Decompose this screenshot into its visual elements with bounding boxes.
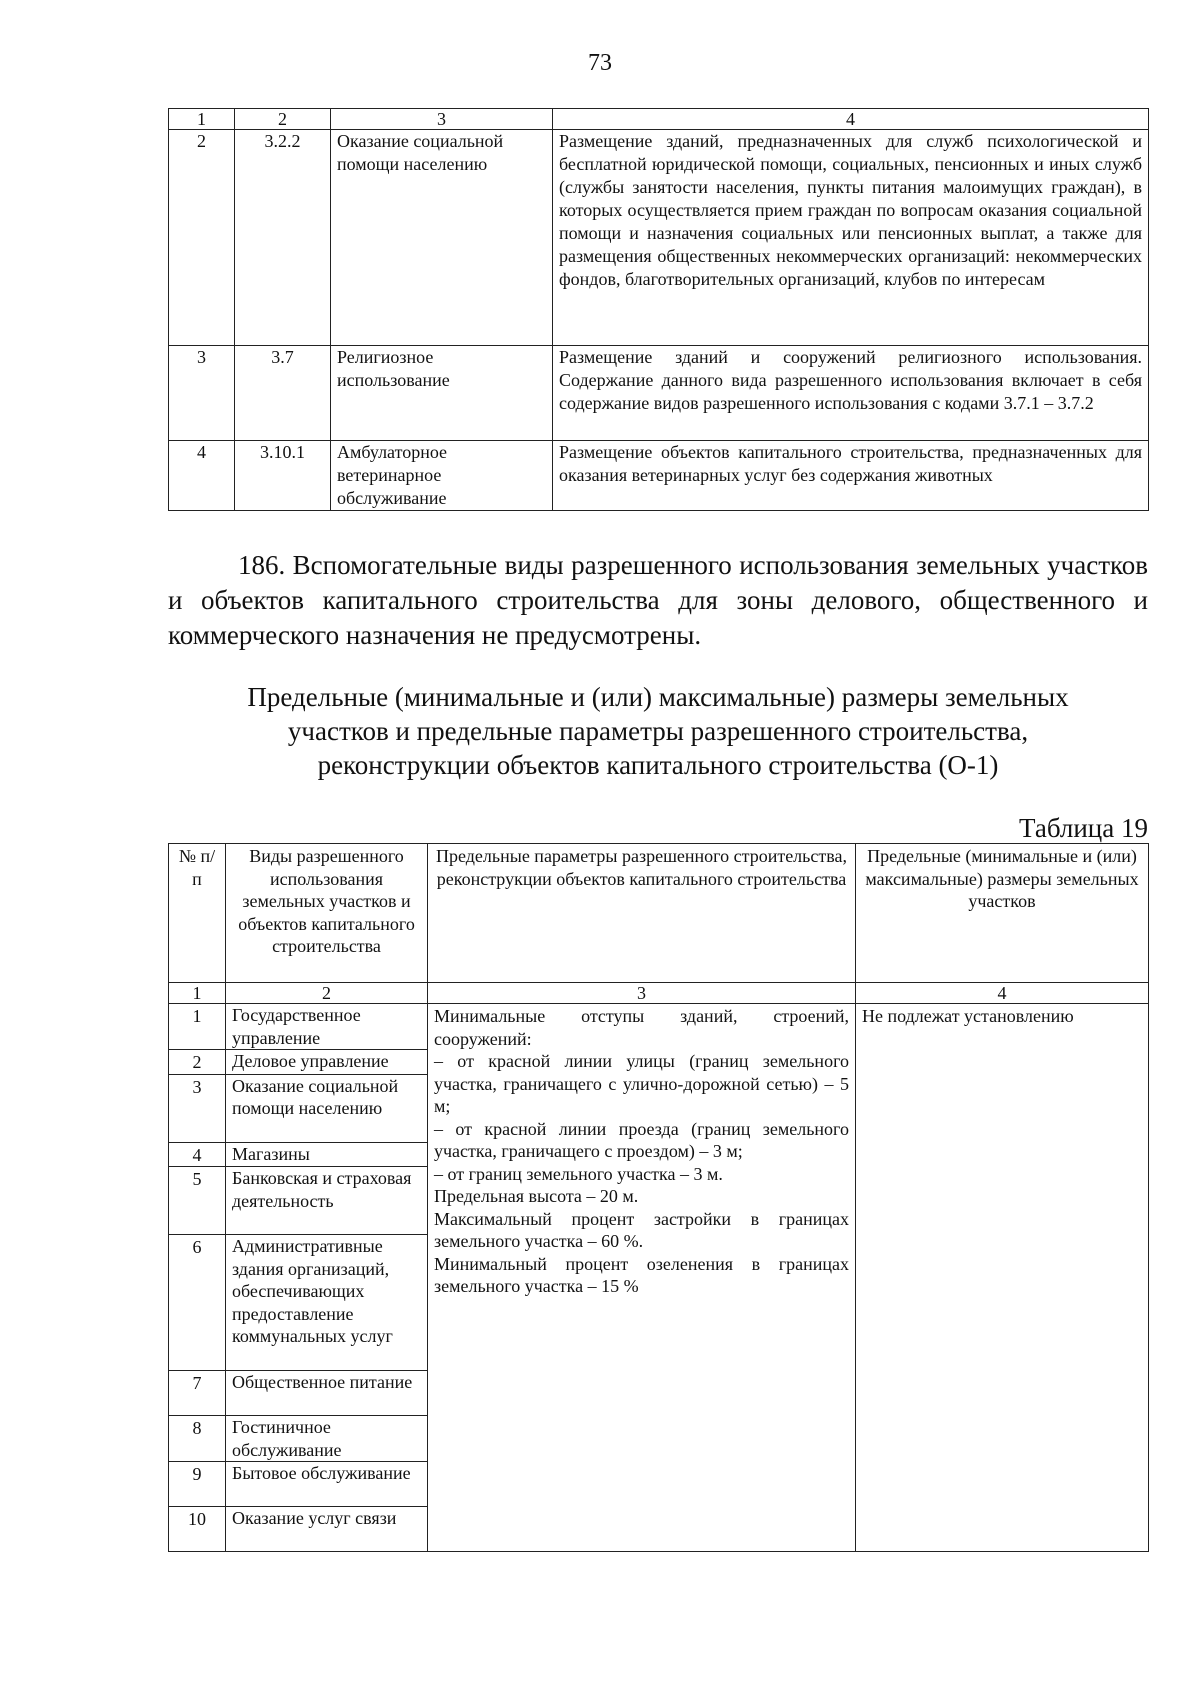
header-land-sizes: Предельные (минимальные и (или) максимальные) размеры земельных участков bbox=[856, 844, 1149, 983]
params-line: Максимальный процент застройки в границах земельного участка – 60 %. bbox=[434, 1208, 849, 1251]
building-params-cell bbox=[428, 1004, 856, 1552]
section-title-line: участков и предельные параметры разрешенного строительства, bbox=[287, 716, 1029, 746]
land-size-cell: Не подлежат установлению bbox=[856, 1004, 1149, 1552]
page-number: 73 bbox=[588, 50, 612, 76]
header-building-params: Предельные параметры разрешенного строительства, реконструкции объектов капитального строительства bbox=[428, 844, 856, 983]
row-number: 10 bbox=[169, 1507, 226, 1552]
use-name: Магазины bbox=[226, 1142, 428, 1167]
params-line: Предельная высота – 20 м. bbox=[434, 1186, 639, 1206]
use-name: Банковская и страховая деятельность bbox=[226, 1167, 428, 1235]
use-name: Амбулаторное ветеринарное обслуживание bbox=[331, 441, 553, 511]
row-number: 7 bbox=[169, 1371, 226, 1416]
column-number: 3 bbox=[331, 109, 553, 130]
params-line: – от красной линии улицы (границ земельного участка, граничащего с улично-дорожной сетью) – 5 м; bbox=[434, 1051, 849, 1116]
column-number: 4 bbox=[856, 983, 1149, 1004]
use-name: Религиозное использование bbox=[331, 346, 553, 441]
row-number: 8 bbox=[169, 1416, 226, 1462]
row-number: 5 bbox=[169, 1167, 226, 1235]
row-number: 4 bbox=[169, 1142, 226, 1167]
row-number: 3 bbox=[169, 1074, 226, 1142]
use-name: Деловое управление bbox=[226, 1050, 428, 1075]
column-number: 2 bbox=[226, 983, 428, 1004]
row-number: 3 bbox=[169, 346, 235, 441]
use-description: Размещение зданий и сооружений религиозного использования. Содержание данного вида разрешенного использования включает в себя содержание видов разрешенного использования с кодами 3.7.1 – 3.7.2 bbox=[553, 346, 1149, 441]
params-line: – от красной линии проезда (границ земельного участка, граничащего с проездом) – 3 м; bbox=[434, 1118, 849, 1161]
use-description: Размещение зданий, предназначенных для служб психологической и бесплатной юридической помощи, социальных, пенсионных и иных служб (службы занятости населения, пункты питания малоимущих граждан), в которых осуществляется прием граждан по вопросам оказания социальной помощи и назначения социальных или пенсионных выплат, а также для размещения общественных некоммерческих организаций: некоммерческих фондов, благотворительных организаций, клубов по интересам bbox=[553, 130, 1149, 346]
section-title bbox=[168, 680, 1148, 782]
uses-table-continued bbox=[168, 108, 1149, 511]
section-title-line: Предельные (минимальные и (или) максимальные) размеры земельных bbox=[247, 682, 1069, 712]
use-name: Оказание социальной помощи населению bbox=[331, 130, 553, 346]
table-column-numbers bbox=[169, 983, 1149, 1004]
row-number: 2 bbox=[169, 1050, 226, 1075]
table-row bbox=[169, 1004, 1149, 1050]
use-code: 3.2.2 bbox=[235, 130, 331, 346]
row-number: 6 bbox=[169, 1235, 226, 1371]
header-use-types: Виды разрешенного использования земельных участков и объектов капитального строительства bbox=[226, 844, 428, 983]
column-number: 3 bbox=[428, 983, 856, 1004]
section-title-line: реконструкции объектов капитального строительства (О-1) bbox=[317, 750, 999, 780]
use-description: Размещение объектов капитального строительства, предназначенных для оказания ветеринарных услуг без содержания животных bbox=[553, 441, 1149, 511]
use-name: Государственное управление bbox=[226, 1004, 428, 1050]
use-code: 3.7 bbox=[235, 346, 331, 441]
column-number: 4 bbox=[553, 109, 1149, 130]
table-row bbox=[169, 441, 1149, 511]
column-number: 2 bbox=[235, 109, 331, 130]
params-line: Минимальный процент озеленения в границах земельного участка – 15 % bbox=[434, 1253, 849, 1296]
table-caption: Таблица 19 bbox=[1019, 813, 1148, 843]
parameters-table bbox=[168, 843, 1149, 1552]
column-number: 1 bbox=[169, 109, 235, 130]
table-column-numbers bbox=[169, 109, 1149, 130]
paragraph-186: 186. Вспомогательные виды разрешенного использования земельных участков и объектов капитального строительства для зоны делового, общественного и коммерческого назначения не предусмотрены. bbox=[168, 550, 1148, 650]
header-number: № п/п bbox=[169, 844, 226, 983]
table-header-row bbox=[169, 844, 1149, 983]
use-code: 3.10.1 bbox=[235, 441, 331, 511]
use-name: Общественное питание bbox=[226, 1371, 428, 1416]
table-row bbox=[169, 346, 1149, 441]
params-line: – от границ земельного участка – 3 м. bbox=[434, 1163, 723, 1184]
column-number: 1 bbox=[169, 983, 226, 1004]
row-number: 4 bbox=[169, 441, 235, 511]
use-name: Оказание социальной помощи населению bbox=[226, 1074, 428, 1142]
use-name: Административные здания организаций, обеспечивающих предоставление коммунальных услуг bbox=[226, 1235, 428, 1371]
table-row bbox=[169, 130, 1149, 346]
use-name: Оказание услуг связи bbox=[226, 1507, 428, 1552]
use-name: Бытовое обслуживание bbox=[226, 1462, 428, 1507]
row-number: 1 bbox=[169, 1004, 226, 1050]
use-name: Гостиничное обслуживание bbox=[226, 1416, 428, 1462]
params-line: Минимальные отступы зданий, строений, сооружений: bbox=[434, 1006, 849, 1049]
row-number: 2 bbox=[169, 130, 235, 346]
row-number: 9 bbox=[169, 1462, 226, 1507]
